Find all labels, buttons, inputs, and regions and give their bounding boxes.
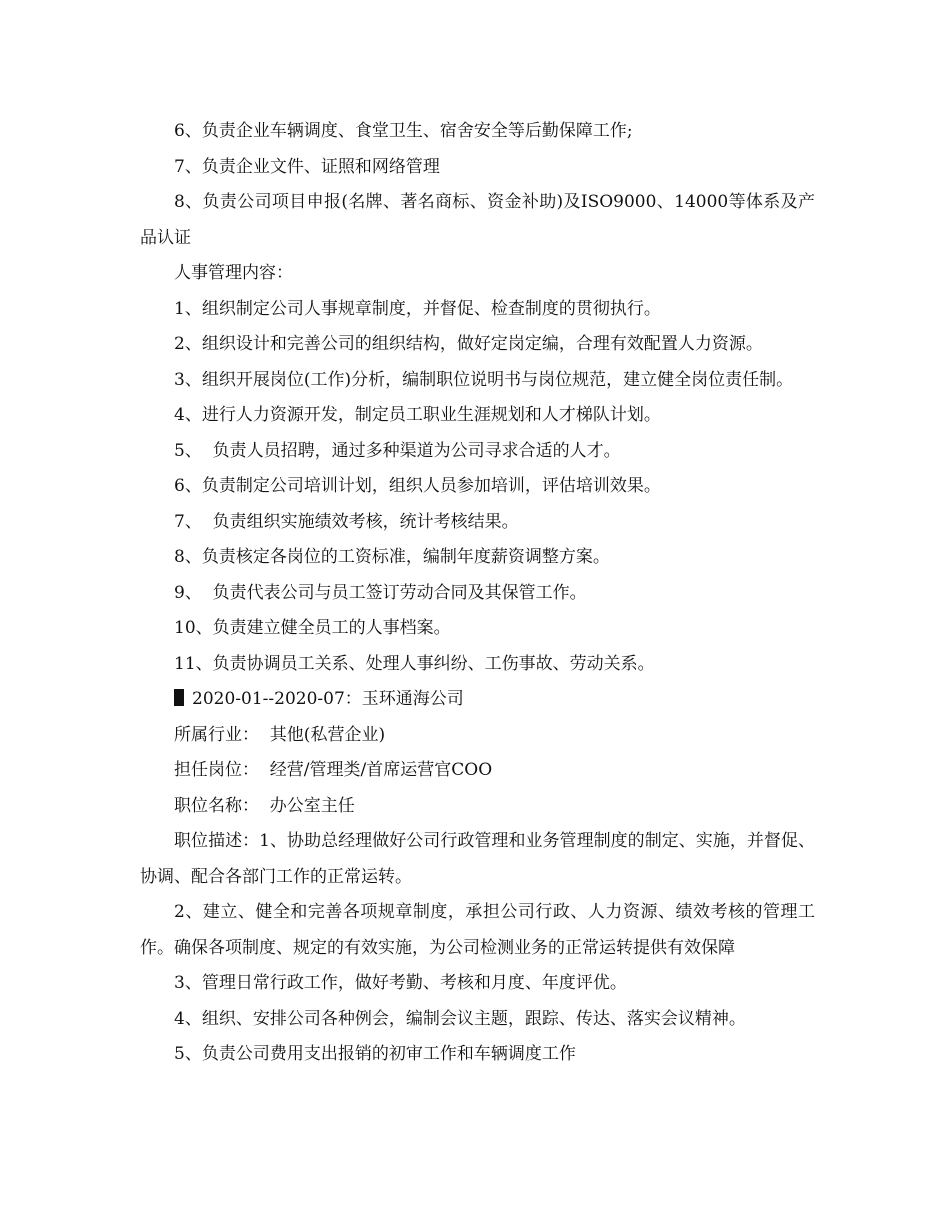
hr-item-6: 6、负责制定公司培训计划，组织人员参加培训，评估培训效果。: [174, 476, 661, 496]
hr-item-3: 3、组织开展岗位(工作)分析，编制职位说明书与岗位规范，建立健全岗位责任制。: [174, 369, 794, 390]
paragraph-duty-8: 8、负责公司项目申报(名牌、著名商标、资金补助)及ISO9000、14000等体系及产品认证: [140, 192, 815, 248]
job-description-2: 2、建立、健全和完善各项规章制度，承担公司行政、人力资源、绩效考核的管理工作。确保各项制度、规定的有效实施，为公司检测业务的正常运转提供有效保障: [140, 902, 815, 958]
document-body: [140, 114, 815, 1073]
bullet-block-icon: [174, 689, 184, 706]
hr-section-heading: 人事管理内容：: [174, 263, 293, 283]
hr-item-10: 10、负责建立健全员工的人事档案。: [174, 618, 451, 638]
hr-item-8: 8、负责核定各岗位的工资标准，编制年度薪资调整方案。: [174, 547, 610, 567]
job-description-5: 5、负责公司费用支出报销的初审工作和车辆调度工作: [174, 1044, 576, 1064]
job-title: 职位名称： 办公室主任: [174, 795, 355, 816]
job-description-1: 职位描述：1、协助总经理做好公司行政管理和业务管理制度的制定、实施，并督促、协调、配合各部门工作的正常运转。: [140, 831, 815, 887]
job-period-line: [140, 682, 815, 718]
job-industry: 所属行业： 其他(私营企业): [174, 724, 386, 745]
hr-item-5: 5、 负责人员招聘，通过多种渠道为公司寻求合适的人才。: [174, 440, 621, 461]
hr-item-11: 11、负责协调员工关系、处理人事纠纷、工伤事故、劳动关系。: [174, 653, 655, 674]
hr-item-9: 9、 负责代表公司与员工签订劳动合同及其保管工作。: [174, 582, 587, 603]
hr-item-2: 2、组织设计和完善公司的组织结构，做好定岗定编，合理有效配置人力资源。: [174, 334, 763, 354]
job-period: 2020-01--2020-07：玉环通海公司: [192, 689, 464, 709]
job-description-3: 3、管理日常行政工作，做好考勤、考核和月度、年度评优。: [174, 973, 627, 993]
hr-item-4: 4、进行人力资源开发，制定员工职业生涯规划和人才梯队计划。: [174, 405, 661, 425]
paragraph-duty-7: 7、负责企业文件、证照和网络管理: [174, 156, 440, 177]
job-description-4: 4、组织、安排公司各种例会，编制会议主题，跟踪、传达、落实会议精神。: [174, 1008, 746, 1029]
hr-item-7: 7、 负责组织实施绩效考核，统计考核结果。: [174, 511, 519, 532]
hr-item-1: 1、组织制定公司人事规章制度，并督促、检查制度的贯彻执行。: [174, 298, 661, 319]
paragraph-duty-6: 6、负责企业车辆调度、食堂卫生、宿舍安全等后勤保障工作;: [174, 121, 633, 141]
job-position: 担任岗位： 经营/管理类/首席运营官COO: [174, 760, 493, 780]
